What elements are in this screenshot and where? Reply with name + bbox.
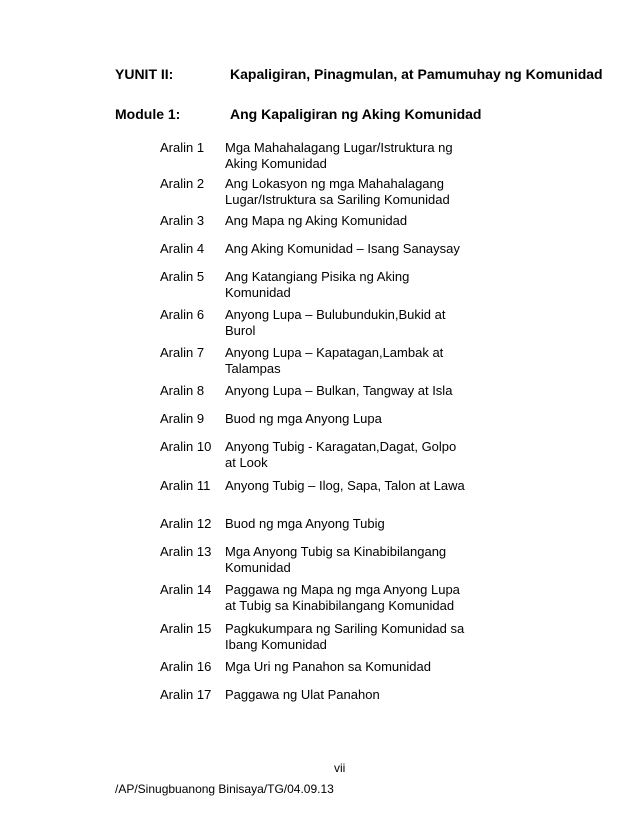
lesson-number: Aralin 8 (160, 383, 205, 398)
lesson-title: Paggawa ng Ulat Panahon (225, 687, 380, 702)
lesson-title: Pagkukumpara ng Sariling Komunidad sa Ibang Komunidad (225, 621, 465, 652)
module-label: Module 1: (115, 106, 181, 122)
lesson-number: Aralin 12 (160, 516, 212, 531)
lesson-number: Aralin 4 (160, 241, 205, 256)
lesson-title: Anyong Tubig - Karagatan,Dagat, Golpo at Look (225, 439, 457, 470)
lesson-title: Anyong Lupa – Bulkan, Tangway at Isla (225, 383, 453, 398)
lesson-title: Ang Lokasyon ng mga Mahahalagang Lugar/Istruktura sa Sariling Komunidad (225, 176, 450, 207)
lesson-number: Aralin 17 (160, 687, 212, 702)
page-number: vii (334, 761, 346, 775)
lesson-title: Anyong Lupa – Kapatagan,Lambak at Talampas (225, 345, 444, 376)
lesson-number: Aralin 7 (160, 345, 205, 360)
lesson-title: Mga Anyong Tubig sa Kinabibilangang Komunidad (225, 544, 447, 575)
lesson-number: Aralin 6 (160, 307, 205, 322)
lesson-number: Aralin 1 (160, 140, 205, 155)
lesson-number: Aralin 16 (160, 659, 212, 674)
lesson-title: Ang Aking Komunidad – Isang Sanaysay (225, 241, 460, 256)
unit-title: Kapaligiran, Pinagmulan, at Pamumuhay ng Komunidad (230, 66, 603, 82)
lesson-title: Anyong Tubig – Ilog, Sapa, Talon at Lawa (225, 478, 465, 493)
lesson-title: Ang Mapa ng Aking Komunidad (225, 213, 408, 228)
lesson-number: Aralin 15 (160, 621, 212, 636)
lesson-title: Mga Mahahalagang Lugar/Istruktura ng Aking Komunidad (225, 140, 453, 171)
lesson-number: Aralin 2 (160, 176, 205, 191)
lesson-number: Aralin 3 (160, 213, 205, 228)
lesson-title: Anyong Lupa – Bulubundukin,Bukid at Burol (225, 307, 446, 338)
document-code: /AP/Sinugbuanong Binisaya/TG/04.09.13 (115, 782, 334, 796)
lesson-title: Mga Uri ng Panahon sa Komunidad (225, 659, 431, 674)
lesson-number: Aralin 11 (160, 478, 211, 493)
lesson-title: Buod ng mga Anyong Tubig (225, 516, 385, 531)
lesson-number: Aralin 5 (160, 269, 205, 284)
lesson-title: Ang Katangiang Pisika ng Aking Komunidad (225, 269, 410, 300)
lesson-number: Aralin 9 (160, 411, 205, 426)
lesson-title: Paggawa ng Mapa ng mga Anyong Lupa at Tubig sa Kinabibilangang Komunidad (225, 582, 460, 613)
module-title: Ang Kapaligiran ng Aking Komunidad (230, 106, 482, 122)
unit-label: YUNIT II: (115, 66, 174, 82)
lesson-number: Aralin 14 (160, 582, 212, 597)
lesson-number: Aralin 10 (160, 439, 212, 454)
lesson-title: Buod ng mga Anyong Lupa (225, 411, 382, 426)
lesson-number: Aralin 13 (160, 544, 212, 559)
